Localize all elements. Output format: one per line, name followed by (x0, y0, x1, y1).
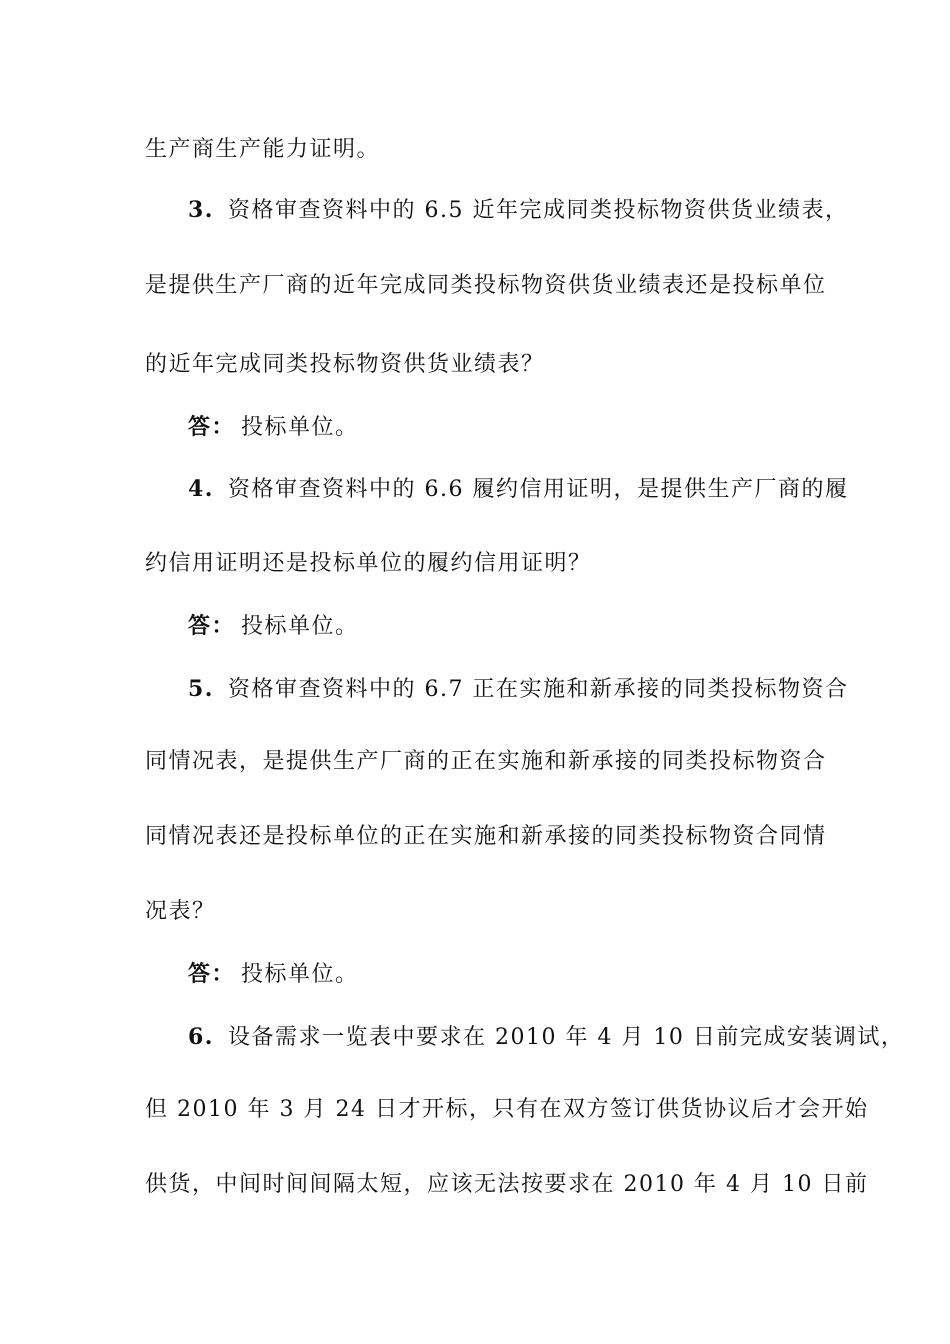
question-line (0, 469, 950, 509)
question-line (0, 669, 950, 709)
body-line (0, 742, 950, 782)
question-line (0, 190, 950, 230)
line-text: 资格审查资料中的 6.7 正在实施和新承接的同类投标物资合 (227, 677, 849, 702)
body-line (0, 266, 950, 306)
line-text: 生产商生产能力证明。 (145, 137, 381, 162)
body-line (0, 130, 950, 170)
answer-label: 答： (188, 414, 236, 440)
answer-label: 答： (188, 961, 236, 987)
body-line (0, 345, 950, 385)
line-text: 资格审查资料中的 6.6 履约信用证明，是提供生产厂商的履 (227, 477, 849, 502)
line-text: 供货，中间时间间隔太短，应该无法按要求在 2010 年 4 月 10 日前 (145, 1172, 869, 1197)
answer-label: 答： (188, 613, 236, 639)
body-line (0, 817, 950, 857)
question-number: 6. (188, 1024, 214, 1050)
line-text: 是提供生产厂商的近年完成同类投标物资供货业绩表还是投标单位 (145, 273, 827, 298)
line-text: 同情况表还是投标单位的正在实施和新承接的同类投标物资合同情 (145, 824, 827, 849)
question-number: 3. (188, 197, 214, 223)
body-line (0, 1090, 950, 1130)
line-text: 约信用证明还是投标单位的履约信用证明？ (145, 551, 592, 576)
line-text: 设备需求一览表中要求在 2010 年 4 月 10 日前完成安装调试， (227, 1025, 905, 1050)
body-line (0, 1165, 950, 1205)
line-text: 同情况表，是提供生产厂商的正在实施和新承接的同类投标物资合 (145, 749, 827, 774)
answer-line (0, 407, 950, 447)
line-text: 资格审查资料中的 6.5 近年完成同类投标物资供货业绩表， (227, 198, 849, 223)
question-line (0, 1017, 950, 1057)
line-text: 投标单位。 (241, 614, 359, 639)
answer-line (0, 606, 950, 646)
line-text: 投标单位。 (241, 962, 359, 987)
answer-line (0, 954, 950, 994)
question-number: 5. (188, 676, 214, 702)
line-text: 但 2010 年 3 月 24 日才开标，只有在双方签订供货协议后才会开始 (145, 1097, 869, 1122)
body-line (0, 892, 950, 932)
line-text: 况表？ (145, 899, 216, 924)
line-text: 的近年完成同类投标物资供货业绩表？ (145, 352, 545, 377)
line-text: 投标单位。 (241, 415, 359, 440)
question-number: 4. (188, 476, 214, 502)
body-line (0, 544, 950, 584)
